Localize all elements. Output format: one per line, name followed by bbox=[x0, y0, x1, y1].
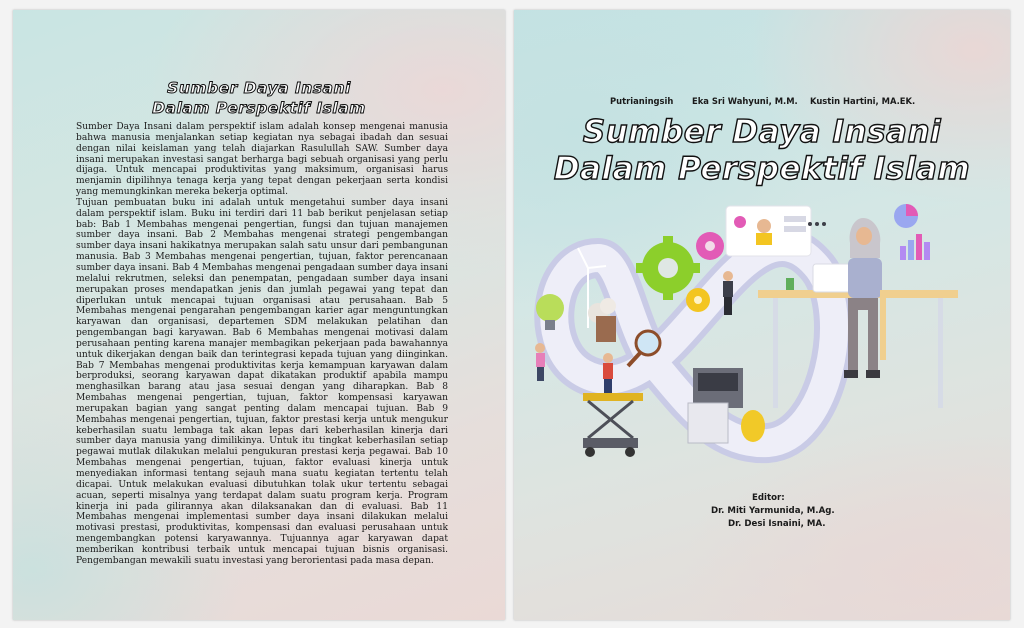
editor-name: Dr. Desi Isnaini, MA. bbox=[728, 519, 826, 529]
back-cover-blurb bbox=[76, 122, 448, 567]
back-cover-title bbox=[13, 78, 505, 118]
worker-figure bbox=[723, 271, 733, 315]
gear-pink-icon bbox=[696, 232, 724, 260]
blurb-paragraph: Tujuan pembuatan buku ini adalah untuk mengetahui sumber daya insani dalam perspektif islam. Buku ini terdiri dari 11 bab berikut penjelasan setiap bab: Bab 1 Membahas mengenai pengertian, fungsi dan tujuan manajemen sumber daya insani. Bab 2 Membahas mengenai strategi pengembangan sumber daya insani hakikatnya merupakan salah satu unsur dari pembangunan manusia. Bab 3 Membahas mengenai pengertian, tujuan, faktor perencanaan sumber daya insani. Bab 4 Membahas mengenai pengadaan sumber daya insani melalui rekrutmen, seleksi dan penempatan, pengadaan sumber daya insani merupakan proses mendapatkan jenis dan jumlah pegawai yang tepat dan diperlukan untuk mencapai tujuan organisasi atau perusahaan. Bab 5 Membahas mengenai pengarahan pengembangan karier agar menguntungkan karyawan dan organisasi, departemen SDM melakukan pelatihan dan pengembangan bagi karyawan. Bab 6 Membahas mengenai motivasi dalam perusahaan penting karena manajer membagikan pekerjaan pada bawahannya untuk dikerjakan dengan baik dan terintegrasi kepada tujuan yang diinginkan. Bab 7 Membahas mengenai produktivitas kerja kemampuan karyawan dalam berproduksi, seorang karyawan dapat dikatakan produktif apabila mampu menghasilkan barang atau jasa sesuai dengan yang diharapkan. Bab 8 Membahas mengenai pengertian, tujuan, faktor kompensasi karyawan merupakan bagian yang sangat penting dalam mencapai tujuan. Bab 9 Membahas mengenai pengertian, tujuan, faktor prestasi kerja untuk mengukur keberhasilan suatu lembaga tak akan lepas dari keberhasilan kinerja dari sumber daya manusia yang dimilikinya. Untuk itu tingkat keberhasilan setiap pegawai mutlak dilakukan melalui pengukuran prestasi kerja pegawai. Bab 10 Membahas mengenai pengertian, tujuan, faktor evaluasi kinerja untuk menyediakan informasi tentang sejauh mana suatu kegiatan tertentu telah dicapai. Untuk melakukan evaluasi dibutuhkan tolak ukur tertentu sebagai acuan, seperti misalnya yang terdapat dalam suatu program kerja. Program kinerja ini pada gilirannya akan dilaksanakan dan di evaluasi. Bab 11 Membahas mengenai implementasi sumber daya insani dilakukan melalui motivasi prestasi, produktivitas, kompensasi dan evaluasi perusahaan untuk mengembangkan potensi karyawannya. Tujuannya agar karyawan dapat memberikan kontribusi terbaik untuk mencapai tujuan bisnis organisasi. Pengembangan mewakili suatu investasi yang berorientasi pada masa depan. bbox=[76, 197, 448, 566]
front-cover-page bbox=[514, 10, 1010, 620]
editor-label: Editor: bbox=[752, 493, 785, 503]
pie-chart-icon bbox=[894, 204, 918, 228]
girl-figure bbox=[535, 343, 545, 381]
author-name: Eka Sri Wahyuni, M.M. bbox=[692, 96, 798, 106]
author-list bbox=[514, 96, 1010, 110]
bar-chart-icon bbox=[900, 234, 930, 260]
front-title-line2: Dalam Perspektif Islam bbox=[553, 151, 971, 187]
author-name: Kustin Hartini, MA.EK. bbox=[810, 96, 916, 106]
gear-yellow-icon bbox=[686, 288, 710, 312]
dots-icon bbox=[808, 222, 826, 226]
editor-name: Dr. Miti Yarmunida, M.Ag. bbox=[711, 506, 835, 516]
blurb-paragraph: Sumber Daya Insani dalam perspektif islam adalah konsep mengenai manusia bahwa manusia menjalankan setiap kegiatan nya sebagai ibadah dan sesuai dengan nilai keislaman yang telah diajarkan Rasulullah SAW. Sumber daya insani merupakan investasi sangat berharga bagi sebuah organisasi yang perlu dijaga. Untuk mencapai produktivitas yang maksimum, organisasi harus menjamin dipilihnya tenaga kerja yang tepat dengan pekerjaan serta kondisi yang memungkinkan mereka bekerja optimal. bbox=[76, 122, 448, 198]
back-title-line2: Dalam Perspektif Islam bbox=[152, 99, 366, 117]
author-name: Putrianingsih bbox=[610, 96, 674, 106]
front-cover-title bbox=[514, 114, 1010, 188]
factory-icon bbox=[588, 298, 616, 342]
front-title-line1: Sumber Daya Insani bbox=[582, 114, 942, 150]
recycle-machine-icon bbox=[688, 368, 765, 443]
back-cover-page bbox=[13, 10, 505, 620]
back-title-line1: Sumber Daya Insani bbox=[167, 79, 351, 97]
video-call-panel bbox=[726, 206, 811, 256]
gear-green-icon bbox=[636, 236, 700, 300]
cover-illustration bbox=[528, 198, 998, 488]
